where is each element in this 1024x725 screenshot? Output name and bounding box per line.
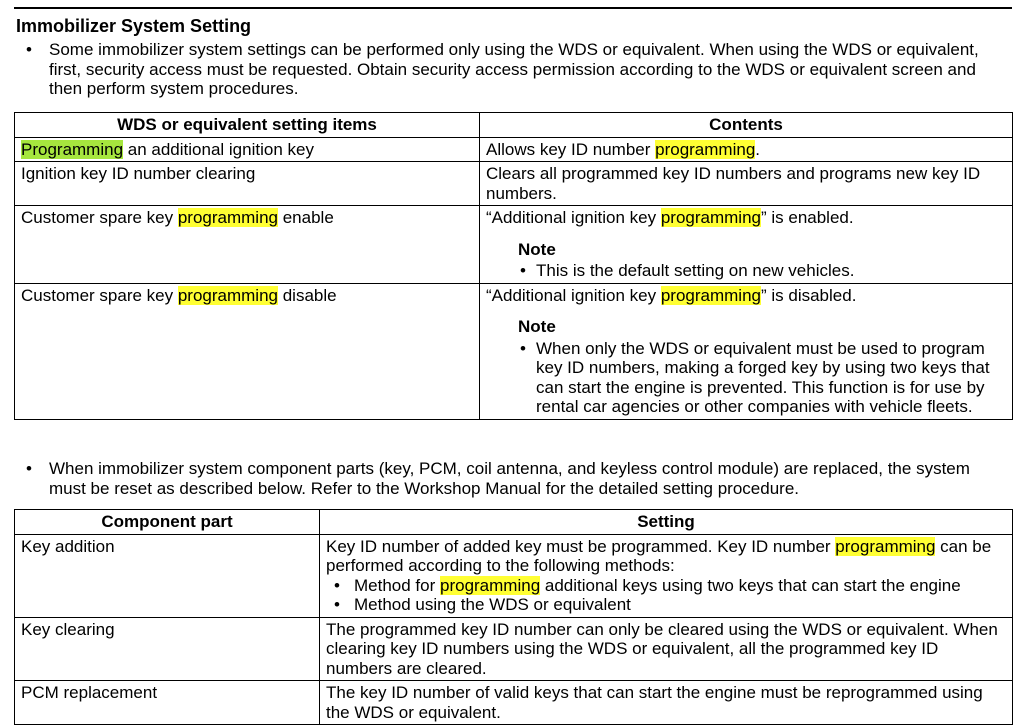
setting-contents: Clears all programmed key ID numbers and programs new key ID numbers. xyxy=(480,162,1013,206)
table-row xyxy=(15,283,1013,419)
table-header-row xyxy=(15,510,1013,535)
component-setting: The key ID number of valid keys that can start the engine must be reprogrammed using the WDS or equivalent. xyxy=(320,681,1013,725)
note-item: • This is the default setting on new vehicles. xyxy=(536,261,1006,281)
header-setting-items: WDS or equivalent setting items xyxy=(15,113,480,138)
item-text: Customer spare key xyxy=(21,208,178,227)
header-component-part: Component part xyxy=(15,510,320,535)
note-title: Note xyxy=(518,239,556,259)
table-row xyxy=(15,137,1013,162)
setting-contents xyxy=(480,137,1013,162)
table-row xyxy=(15,534,1013,617)
settings-table xyxy=(14,112,1013,420)
intro-bullet xyxy=(26,40,1006,99)
setting-item xyxy=(15,206,480,284)
method-item xyxy=(354,576,1006,596)
component-setting: The programmed key ID number can only be cleared using the WDS or equivalent. When clearing key ID numbers using the WDS or equivalent, all the programmed key ID numbers are cleared. xyxy=(320,617,1013,681)
highlight-term: programming xyxy=(660,285,761,305)
component-part: Key addition xyxy=(15,534,320,617)
contents-text: . xyxy=(755,139,761,159)
note-list xyxy=(518,339,1006,417)
component-table xyxy=(14,509,1013,725)
method-list xyxy=(326,576,1006,615)
header-contents: Contents xyxy=(480,113,1013,138)
table-row xyxy=(15,206,1013,284)
method-text: Method for xyxy=(354,575,440,595)
component-setting xyxy=(320,534,1013,617)
component-part: PCM replacement xyxy=(15,681,320,725)
item-text: disable xyxy=(278,285,337,305)
note-title: Note xyxy=(518,317,556,336)
reset-bullet xyxy=(26,459,1006,498)
contents-text: Allows key ID number xyxy=(486,139,656,159)
setting-item: Ignition key ID number clearing xyxy=(15,162,480,206)
note-list xyxy=(518,261,1006,281)
highlight-term: programming xyxy=(177,208,278,227)
setting-item xyxy=(15,283,480,419)
component-part: Key clearing xyxy=(15,617,320,681)
method-text: additional keys using two keys that can start the engine xyxy=(540,575,961,595)
contents-text: ” is disabled. xyxy=(760,285,857,305)
item-text: enable xyxy=(278,208,334,227)
highlight-term: programming xyxy=(660,208,761,227)
highlight-term: programming xyxy=(440,575,541,595)
contents-text: “Additional ignition key xyxy=(486,285,661,305)
highlight-term: programming xyxy=(177,285,278,305)
highlight-term: Programming xyxy=(21,139,124,159)
bullet-icon: • xyxy=(26,459,32,478)
method-item: • Method using the WDS or equivalent xyxy=(354,595,1006,615)
table-header-row xyxy=(15,113,1013,138)
highlight-term: programming xyxy=(655,139,756,159)
table-row xyxy=(15,617,1013,681)
setting-item xyxy=(15,137,480,162)
setting-contents xyxy=(480,206,1013,284)
setting-contents xyxy=(480,283,1013,419)
setting-text: Key ID number of added key must be programmed. Key ID number xyxy=(326,536,836,556)
section-title: Immobilizer System Setting xyxy=(16,16,252,36)
intro-bullet-text: Some immobilizer system settings can be performed only using the WDS or equivalent. When using the WDS or equivalent, first, security access must be requested. Obtain security access permission according to the WDS or equivalent screen and then perform system procedures. xyxy=(49,40,979,98)
contents-text: “Additional ignition key xyxy=(486,208,661,227)
table-row xyxy=(15,681,1013,725)
item-text: an additional ignition key xyxy=(123,139,314,159)
setting-text: can be performed according to the following methods: xyxy=(326,536,992,575)
item-text: Customer spare key xyxy=(21,285,178,305)
note-item: • When only the WDS or equivalent must be used to program key ID numbers, making a forged key by using two keys that can start the engine is prevented. This function is for use by rental car agencies or other companies with vehicle fleets. xyxy=(536,339,1006,417)
highlight-term: programming xyxy=(835,536,936,556)
top-rule xyxy=(14,0,1012,9)
reset-bullet-text: When immobilizer system component parts (key, PCM, coil antenna, and keyless control module) are replaced, the system must be reset as described below. Refer to the Workshop Manual for the detailed setting procedure. xyxy=(49,459,970,498)
contents-text: ” is enabled. xyxy=(760,208,854,227)
header-setting: Setting xyxy=(320,510,1013,535)
table-row xyxy=(15,162,1013,206)
bullet-icon: • xyxy=(26,40,32,59)
